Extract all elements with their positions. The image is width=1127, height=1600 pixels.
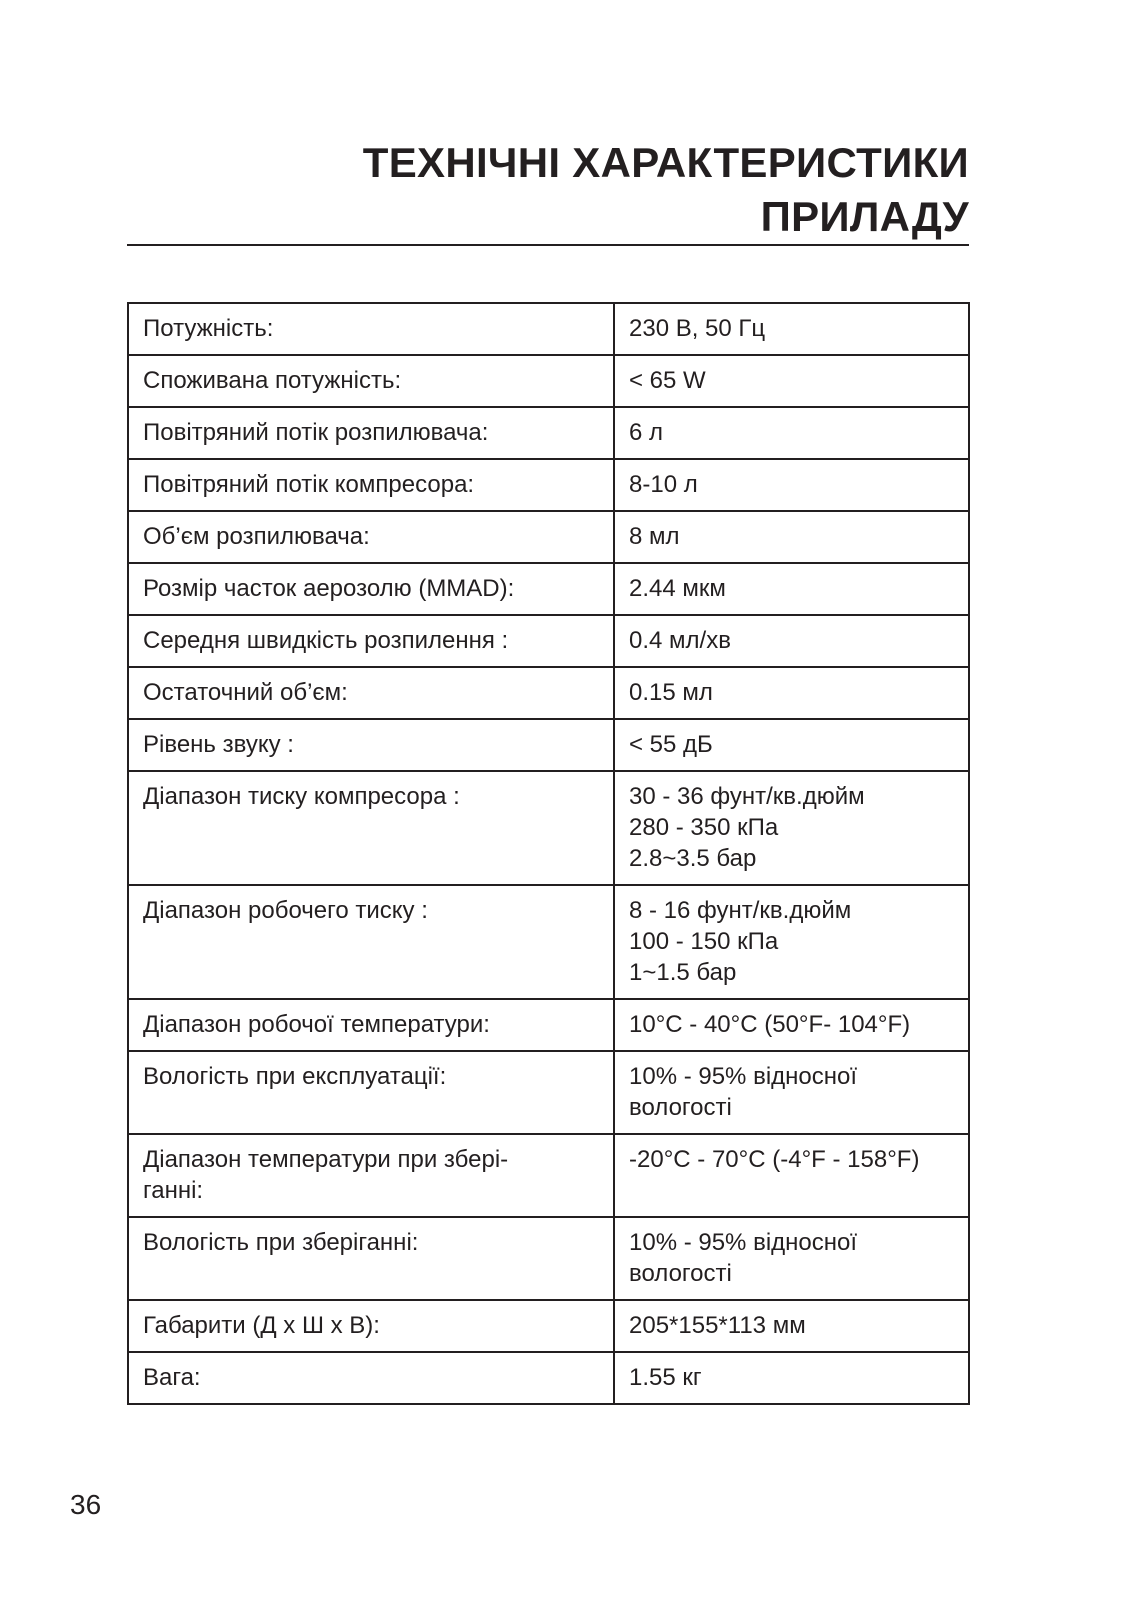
page-title-line-2: ПРИЛАДУ bbox=[760, 193, 969, 240]
table-row bbox=[128, 1051, 969, 1134]
spec-parameter: Середня швидкість розпилення : bbox=[128, 615, 614, 667]
spec-value: -20°C - 70°C (-4°F - 158°F) bbox=[614, 1134, 969, 1217]
spec-value: < 65 W bbox=[614, 355, 969, 407]
table-row bbox=[128, 999, 969, 1051]
table-row bbox=[128, 1217, 969, 1300]
table-row bbox=[128, 1352, 969, 1404]
spec-value: < 55 дБ bbox=[614, 719, 969, 771]
table-row bbox=[128, 885, 969, 999]
table-row bbox=[128, 667, 969, 719]
spec-parameter: Вологість при зберіганні: bbox=[128, 1217, 614, 1300]
spec-parameter: Діапазон робочої температури: bbox=[128, 999, 614, 1051]
table-row bbox=[128, 615, 969, 667]
table-row bbox=[128, 459, 969, 511]
spec-value: 0.15 мл bbox=[614, 667, 969, 719]
spec-parameter: Вага: bbox=[128, 1352, 614, 1404]
spec-value: 0.4 мл/хв bbox=[614, 615, 969, 667]
spec-parameter: Габарити (Д х Ш х В): bbox=[128, 1300, 614, 1352]
spec-parameter: Вологість при експлуатації: bbox=[128, 1051, 614, 1134]
spec-parameter: Діапазон робочего тиску : bbox=[128, 885, 614, 999]
table-row bbox=[128, 563, 969, 615]
table-row bbox=[128, 771, 969, 885]
title-divider bbox=[127, 244, 969, 246]
table-row bbox=[128, 719, 969, 771]
page-number: 36 bbox=[70, 1489, 102, 1520]
spec-value: 8-10 л bbox=[614, 459, 969, 511]
spec-parameter: Діапазон температури при збері- ганні: bbox=[128, 1134, 614, 1217]
spec-parameter: Об’єм розпилювача: bbox=[128, 511, 614, 563]
table-row bbox=[128, 303, 969, 355]
table-row bbox=[128, 407, 969, 459]
spec-value: 10% - 95% відносної вологості bbox=[614, 1051, 969, 1134]
spec-value: 6 л bbox=[614, 407, 969, 459]
spec-value: 230 В, 50 Гц bbox=[614, 303, 969, 355]
spec-value: 8 - 16 фунт/кв.дюйм 100 - 150 кПа 1~1.5 бар bbox=[614, 885, 969, 999]
spec-parameter: Розмір часток аерозолю (MMAD): bbox=[128, 563, 614, 615]
spec-value: 205*155*113 мм bbox=[614, 1300, 969, 1352]
spec-value: 1.55 кг bbox=[614, 1352, 969, 1404]
spec-parameter: Повітряний потік розпилювача: bbox=[128, 407, 614, 459]
table-row bbox=[128, 355, 969, 407]
page-title-line-1: ТЕХНІЧНІ ХАРАКТЕРИСТИКИ bbox=[362, 139, 969, 186]
spec-parameter: Споживана потужність: bbox=[128, 355, 614, 407]
spec-value: 10% - 95% відносної вологості bbox=[614, 1217, 969, 1300]
spec-value: 30 - 36 фунт/кв.дюйм 280 - 350 кПа 2.8~3.5 бар bbox=[614, 771, 969, 885]
table-row bbox=[128, 1300, 969, 1352]
spec-parameter: Остаточний об’єм: bbox=[128, 667, 614, 719]
table-row bbox=[128, 1134, 969, 1217]
spec-parameter: Повітряний потік компресора: bbox=[128, 459, 614, 511]
spec-value: 8 мл bbox=[614, 511, 969, 563]
page-title bbox=[127, 136, 969, 244]
spec-parameter: Діапазон тиску компресора : bbox=[128, 771, 614, 885]
spec-value: 10°C - 40°C (50°F- 104°F) bbox=[614, 999, 969, 1051]
table-row bbox=[128, 511, 969, 563]
spec-parameter: Рівень звуку : bbox=[128, 719, 614, 771]
spec-value: 2.44 мкм bbox=[614, 563, 969, 615]
specifications-table bbox=[127, 302, 970, 1405]
spec-parameter: Потужність: bbox=[128, 303, 614, 355]
